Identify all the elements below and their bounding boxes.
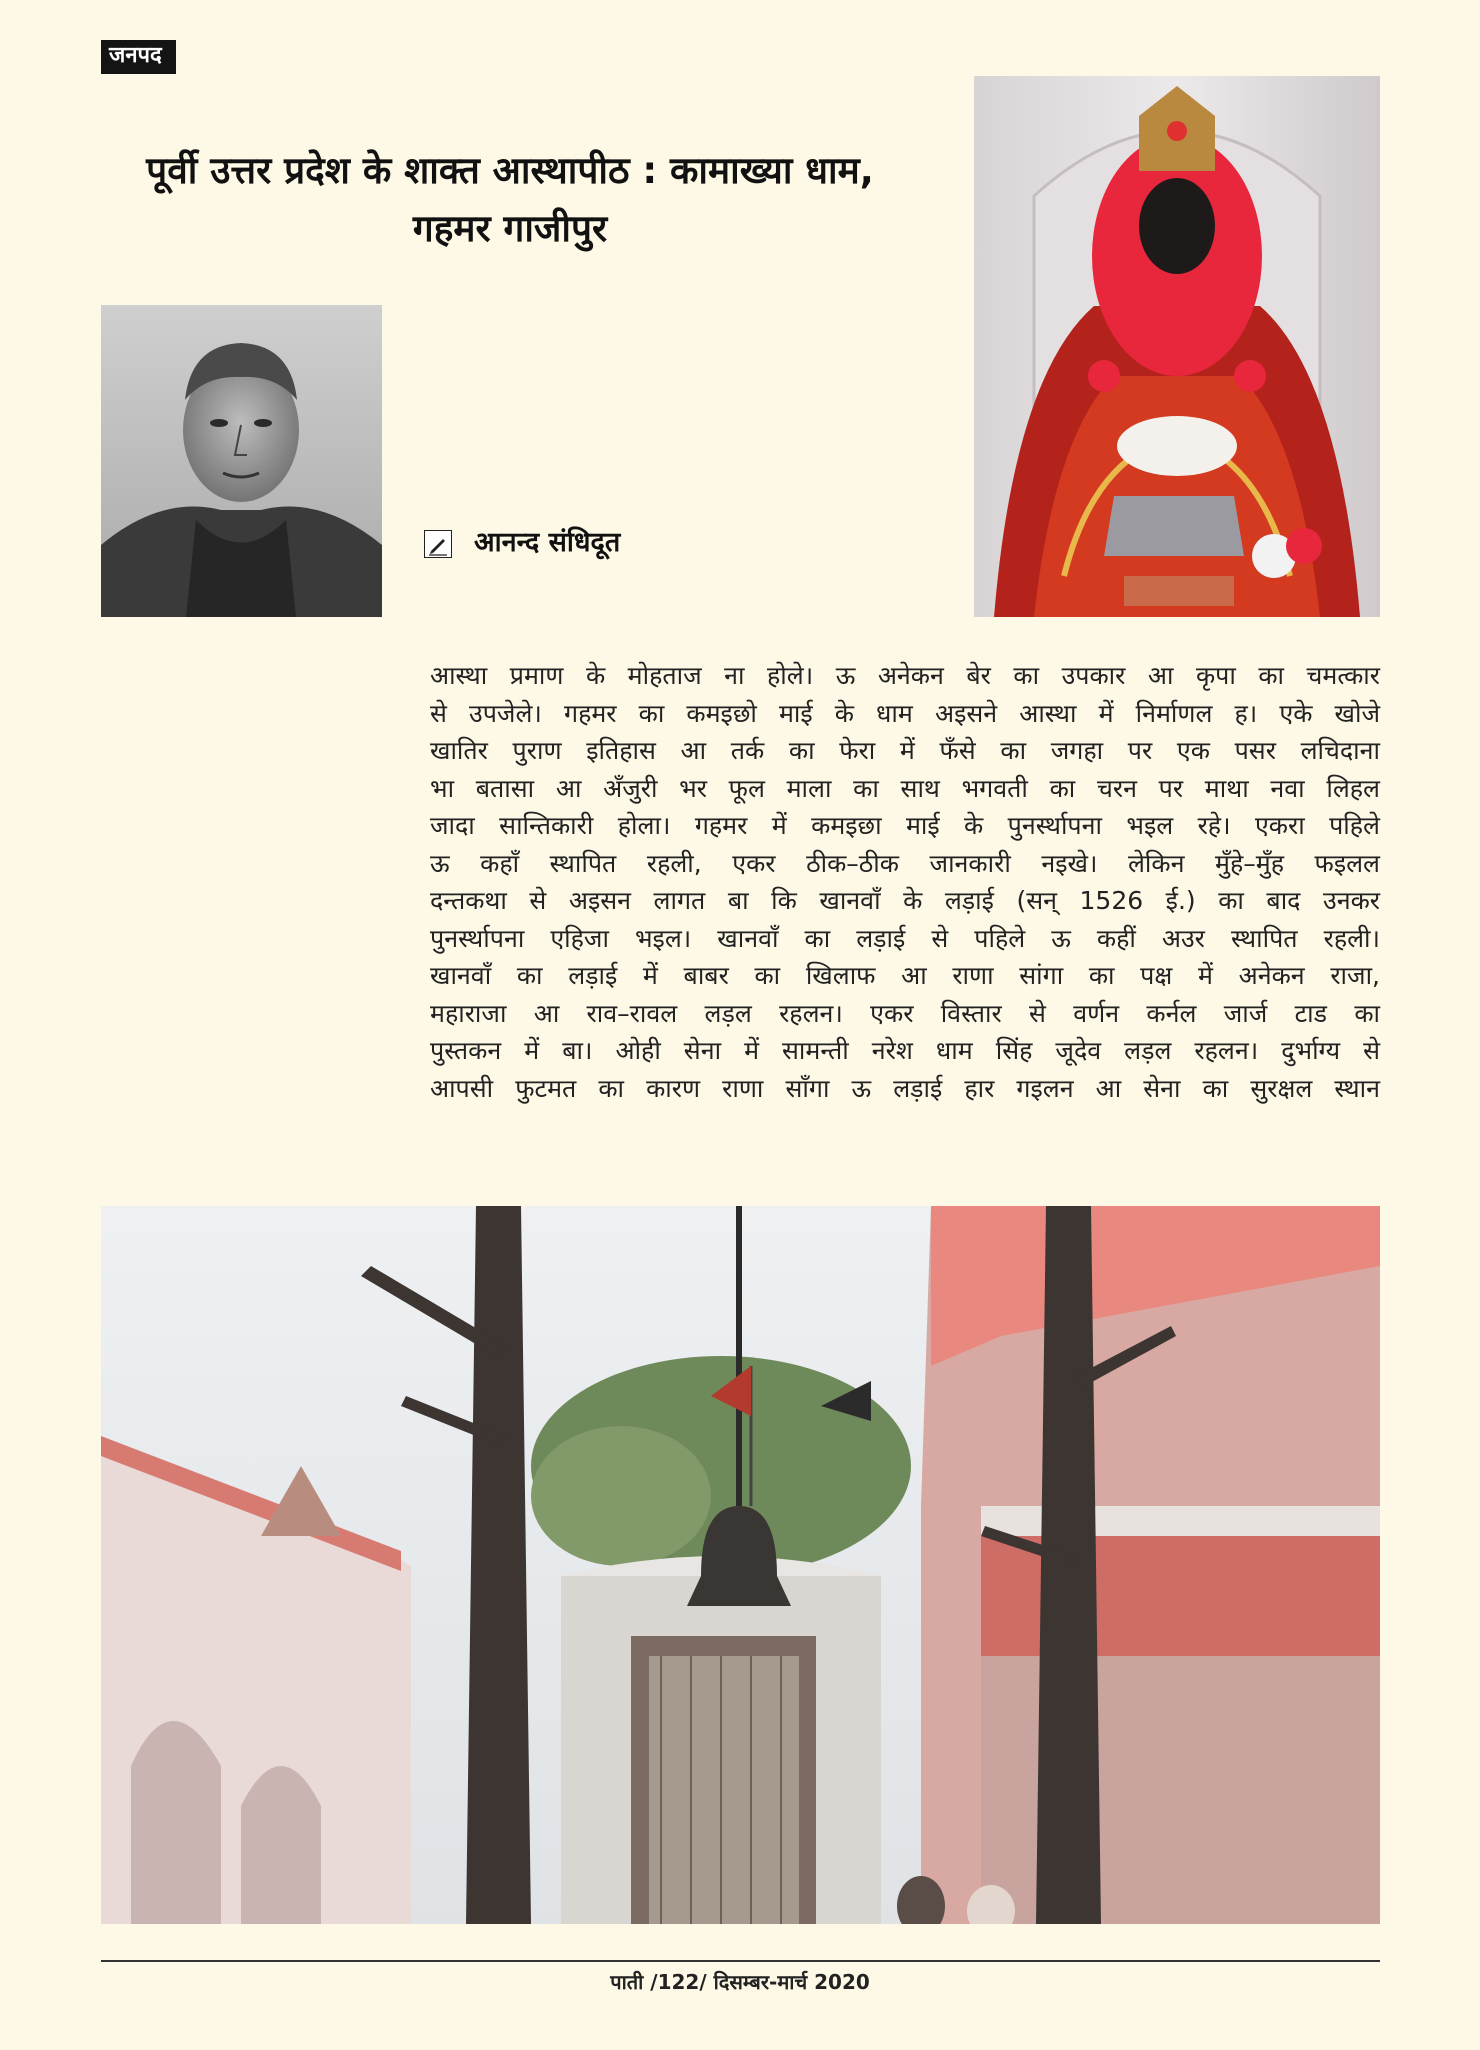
body-line: जादा सान्तिकारी होला। गहमर में कमइछा माई के पुनर्स्थापना भइल रहे। एकरा पहिले xyxy=(430,811,1380,840)
body-line: आस्था प्रमाण के मोहताज ना होले। ऊ अनेकन बेर का उपकार आ कृपा का चमत्कार xyxy=(430,661,1380,690)
page-footer: पाती /122/ दिसम्बर-मार्च 2020 xyxy=(610,1970,870,1994)
article-title xyxy=(95,142,925,258)
section-tag: जनपद xyxy=(101,40,176,74)
author-name: आनन्द संधिदूत xyxy=(474,526,621,558)
body-line: खातिर पुराण इतिहास आ तर्क का फेरा में फँसे का जगहा पर एक पसर लचिदाना xyxy=(430,736,1380,765)
title-line-2: गहमर गाजीपुर xyxy=(412,207,608,250)
body-line: आपसी फुटमत का कारण राणा साँगा ऊ लड़ाई हार गइलन आ सेना का सुरक्षल स्थान xyxy=(430,1073,1380,1103)
body-line: ऊ कहाँ स्थापित रहली, एकर ठीक–ठीक जानकारी नइखे। लेकिन मुँहे–मुँह फइलल xyxy=(430,848,1380,878)
body-line: पुस्तकन में बा। ओही सेना में सामन्ती नरेश धाम सिंह जूदेव लड़ल रहलन। दुर्भाग्य से xyxy=(430,1036,1380,1065)
body-line: दन्तकथा से अइसन लागत बा कि खानवाँ के लड़ाई (सन् 1526 ई.) का बाद उनकर xyxy=(430,886,1380,915)
byline xyxy=(424,520,620,560)
body-line: से उपजेले। गहमर का कमइछो माई के धाम अइसने आस्था में निर्माणल ह। एके खोजे xyxy=(430,698,1380,728)
body-line: खानवाँ का लड़ाई में बाबर का खिलाफ आ राणा सांगा का पक्ष में अनेकन राजा, xyxy=(430,961,1380,990)
body-line: भा बतासा आ अँजुरी भर फूल माला का साथ भगवती का चरन पर माथा नवा लिहल xyxy=(430,773,1380,803)
deity-photo xyxy=(974,76,1380,617)
article-body xyxy=(430,657,1380,1107)
footer-rule xyxy=(101,1960,1380,1962)
body-line: महाराजा आ राव–रावल लड़ल रहलन। एकर विस्तार से वर्णन कर्नल जार्ज टाड का xyxy=(430,998,1380,1028)
body-line: पुनर्स्थापना एहिजा भइल। खानवाँ का लड़ाई से पहिले ऊ कहीं अउर स्थापित रहली। xyxy=(430,923,1380,953)
title-line-1: पूर्वी उत्तर प्रदेश के शाक्त आस्थापीठ : कामाख्या धाम, xyxy=(146,149,874,192)
pen-icon xyxy=(424,530,452,558)
temple-photo xyxy=(101,1206,1380,1924)
author-photo xyxy=(101,305,382,617)
